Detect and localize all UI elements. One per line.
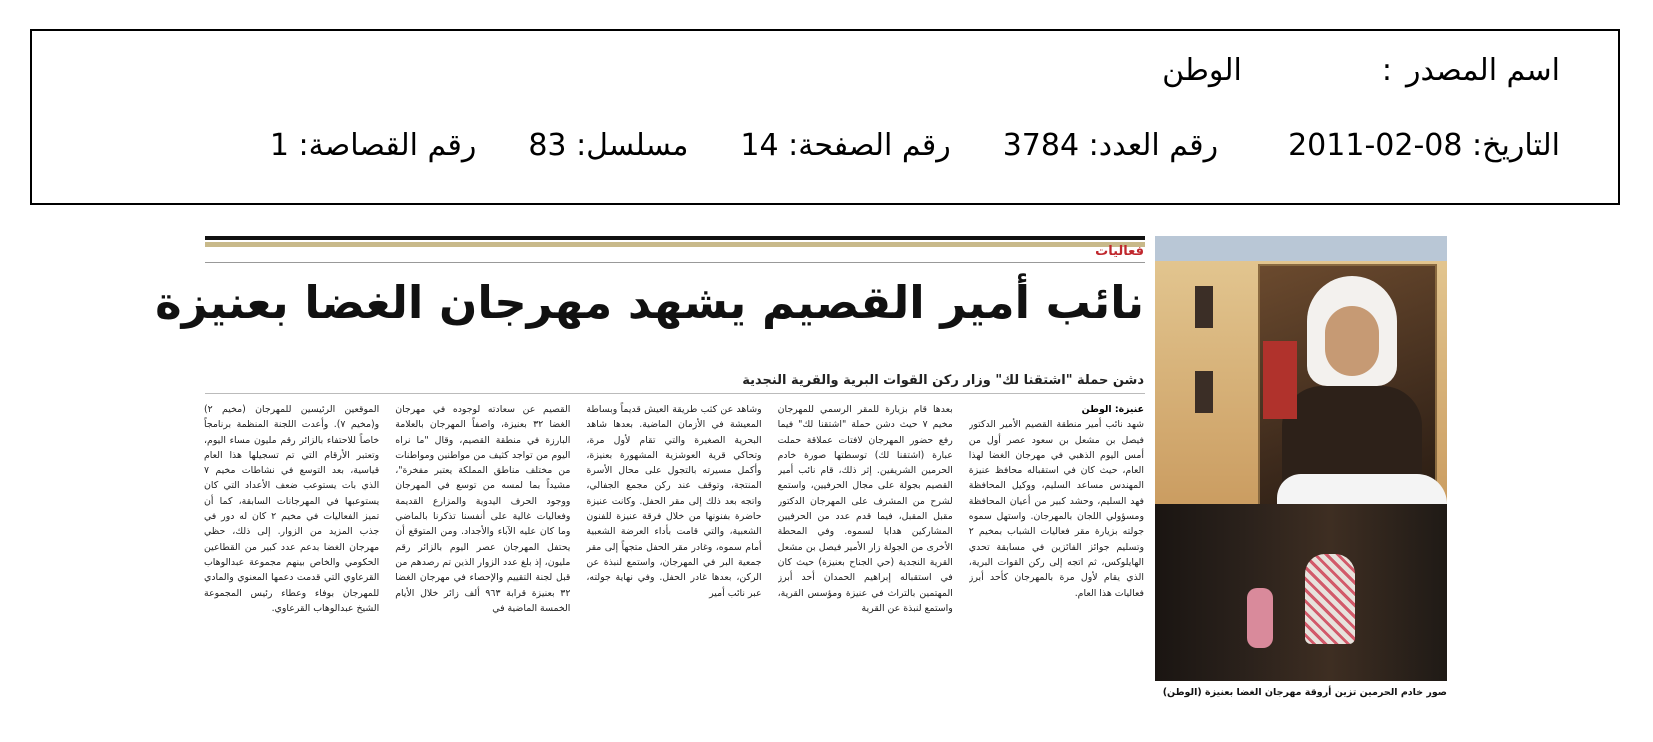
column-text: وشاهد عن كثب طريقة العيش قديماً وبساطة المعيشة في الأزمان الماضية. بعدها شاهد البحرية الصغيرة والتي تقام لأول مرة، وتحاكي قرية العوشزية المشهورة بعنيزة، وأكمل مسيرته بالتجول على محال الأسرة المنتجة، وتوقف عند ركن مجمع الجفالي، واتجه بعد ذلك إلى مقر الحفل. وكانت عنيزة حاضرة بفنونها من خلال فرقة عنيزة للفنون الشعبية، والتي قامت بأداء العرضة الشعبية أمام سموه، وغادر مقر الحفل متجهاً إلى مقر جمعية البر في المهرجان، واستمع لنبذة عن الركن، بعدها غادر الحفل. وفي نهاية جولته، عبر نائب أمير xyxy=(586,404,762,599)
article-column xyxy=(969,402,1144,702)
article-photo xyxy=(1155,236,1447,681)
article-column xyxy=(395,402,570,702)
article-column xyxy=(204,402,379,702)
clip-number-field: رقم القصاصة: 1 xyxy=(269,128,477,163)
page-field: رقم الصفحة: 14 xyxy=(740,128,951,163)
top-rule xyxy=(205,236,1145,240)
article-column xyxy=(586,402,761,702)
byline: عنيزة: الوطن xyxy=(1081,404,1144,415)
source-value: الوطن xyxy=(1162,53,1242,88)
article-body xyxy=(204,402,1144,702)
source-row xyxy=(1162,53,1560,88)
article-column xyxy=(778,402,953,702)
serial-field: مسلسل: 83 xyxy=(528,128,689,163)
gold-rule xyxy=(205,242,1145,247)
column-text: بعدها قام بزيارة للمقر الرسمي للمهرجان مخيم ٧ حيث دشن حملة "اشتقنا لك" فيما رفع حضور المهرجان لافتات عملاقة حملت عبارة (اشتقنا لك) توسطتها صورة خادم الحرمين الشريفين. إثر ذلك، قام نائب أمير القصيم بجولة على مجال الحرفيين، واستمع لشرح من المشرف على المهرجان الدكتور مقبل المقبل، فيما قدم عدد من الحرفيين المشاركين هدايا لسموه. وفي المحطة الأخرى من الجولة زار الأمير فيصل بن مشعل القرية النجدية (حي الجناح بعنيزة) حيث كان في استقباله إبراهيم الحمدان أحد أبرز المهتمين بالتراث في عنيزة ومؤسس القرية، واستمع لنبذة عن القرية xyxy=(777,404,953,614)
source-label: اسم المصدر xyxy=(1405,53,1560,88)
newspaper-clipping xyxy=(155,236,1447,706)
article-subheadline: دشن حملة "اشتقنا لك" وزار ركن القوات البرية والقرية النجدية xyxy=(742,373,1144,388)
column-text: الموقعين الرئيسين للمهرجان (مخيم ٢) و(مخيم ٧). وأعدت اللجنة المنظمة برنامجاً خاصاً للاحتفاء بالزائر رقم مليون مساء اليوم، وتعتبر الأرقام التي تم تسجيلها هذا العام قياسية، بعد التوسع في نشاطات مخيم ٧ الذي بات يستوعب ضعف الأعداد التي كان يستوعبها في المهرجانات السابقة، كما أن تميز الفعاليات في مخيم ٢ كان له دور في جذب المزيد من الزوار. إلى ذلك، حظي مهرجان الغضا بدعم عدد كبير من القطاعين الحكومي والخاص بينهم مجموعة عبدالوهاب القرعاوي التي قدمت دعمها المعنوي والمادي للمهرجان بوفاء وعطاء رئيس المجموعة الشيخ عبدالوهاب القرعاوي. xyxy=(203,404,380,614)
column-text: القصيم عن سعادته لوجوده في مهرجان الغضا ٣٢ بعنيزة، واصفاً المهرجان بالعلامة البارزة في منطقة القصيم، وقال "ما نراه اليوم من تواجد كثيف من مواطنين ومواطنات من مختلف مناطق المملكة يعتبر مفخرة"، مشيداً بما لمسه من توسع في المهرجان ووجود الحرف اليدوية والمزارع القديمة وفعاليات غالية على أنفسنا تذكرنا بالماضي وما كان عليه الآباء والأجداد. ومن المتوقع أن يحتفل المهرجان عصر اليوم بالزائر رقم مليون، إذ بلغ عدد الزوار الذين تم رصدهم من قبل لجنة التقييم والإحصاء في مهرجان الغضا ٣٢ بعنيزة قرابة ٩٦٣ ألف زائر خلال الأيام الخمسة الماضية في xyxy=(395,404,571,614)
divider xyxy=(205,262,1145,263)
date-field: التاريخ: 08-02-2011 xyxy=(1288,128,1560,163)
article-headline: نائب أمير القصيم يشهد مهرجان الغضا بعنيزة xyxy=(155,276,1144,329)
divider xyxy=(205,393,1145,394)
source-info-box xyxy=(30,29,1620,205)
source-colon: : xyxy=(1381,53,1392,88)
column-text: شهد نائب أمير منطقة القصيم الأمير الدكتور فيصل بن مشعل بن سعود عصر أول من أمس اليوم الذهبي في مهرجان الغضا لهذا العام، حيث كان في استقباله محافظ عنيزة المهندس مساعد السليم، ووكيل المحافظة فهد السليم، وحشد كبير من أعيان المحافظة ومسؤولي اللجان بالمهرجان. واستهل سموه جولته بزيارة مقر فعاليات الشباب بمخيم ٢ وتسليم جوائز الفائزين في مسابقة تحدي الهايلوكس، ثم اتجه إلى ركن القوات البرية، الذي يقام لأول مرة بالمهرجان كأحد أبرز فعاليات هذا العام. xyxy=(968,419,1144,599)
issue-field: رقم العدد: 3784 xyxy=(1002,128,1219,163)
section-label: فعاليات xyxy=(1095,244,1144,259)
details-row xyxy=(270,128,1560,163)
photo-caption: صور خادم الحرمين تزين أروقة مهرجان الغضا بعنيزة (الوطن) xyxy=(1162,687,1447,698)
